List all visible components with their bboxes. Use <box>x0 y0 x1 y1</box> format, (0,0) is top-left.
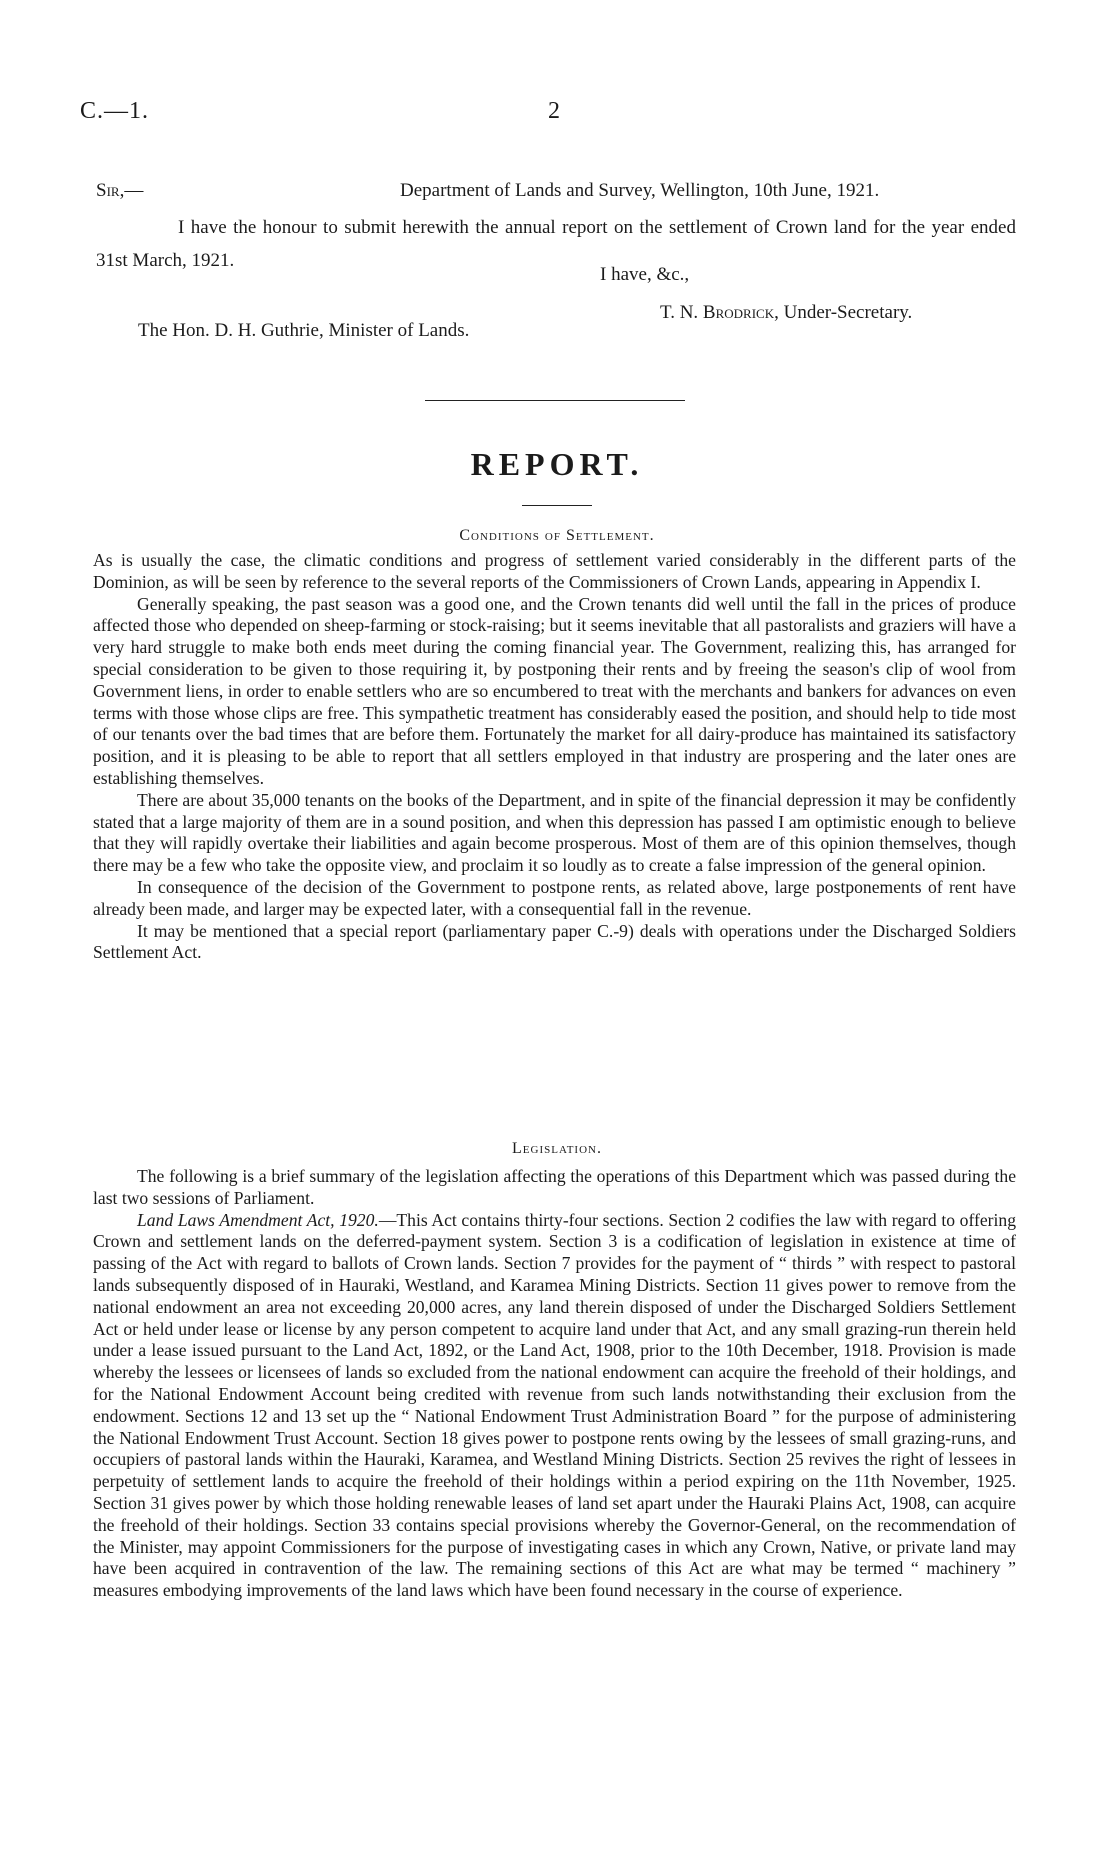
legislation-act-paragraph <box>93 1210 1016 1602</box>
letter-signature <box>660 302 912 324</box>
conditions-heading: Conditions of Settlement. <box>459 527 655 544</box>
conditions-paragraph: In consequence of the decision of the Government to postpone rents, as related above, large postponements of rent have already been made, and larger may be expected later, with a consequential fall in the revenue. <box>93 876 1016 919</box>
legislation-heading: Legislation. <box>512 1140 602 1157</box>
conditions-paragraph: There are about 35,000 tenants on the books of the Department, and in spite of the financial depression it may be confidently stated that a large majority of them are in a sound position, and when this depression has passed I am optimistic enough to believe that they will rapidly overtake their liabilities and again become prosperous. Most of them are of this opinion themselves, though there may be a few who take the opposite view, and proclaim it so loudly as to create a false impression of the general opinion. <box>93 789 1016 876</box>
document-reference: C.—1. <box>80 98 150 124</box>
act-text: —This Act contains thirty-four sections. Section 2 codifies the law with regard to offering Crown and settlement lands on the deferred-payment system. Section 3 is a codification of legislation in existence at time of passing of the Act with regard to ballots of Crown lands. Section 7 provides for the payment of “ thirds ” with respect to pastoral lands subsequently disposed of in Hauraki, Westland, and Karamea Mining Districts. Section 11 gives power to remove from the national endowment an area not exceeding 20,000 acres, any land therein disposed of under the Discharged Soldiers Settlement Act or held under lease or license by any person competent to acquire land under that Act, and any small grazing-run therein held under a lease issued pursuant to the Land Act, 1892, or the Land Act, 1908, prior to the 10th December, 1918. Provision is made whereby the lessees or licensees of lands so excluded from the national endowment can acquire the freehold of their holdings, and for the National Endowment Account being credited with revenue from such lands notwithstanding their exclusion from the endowment. Sections 12 and 13 set up the “ National Endowment Trust Administration Board ” for the purpose of administering the National Endowment Trust Account. Section 18 gives power to postpone rents owing by the lessees of small grazing-runs, and occupiers of pastoral lands within the Hauraki, Karamea, and Westland Mining Districts. Section 25 revives the right of lessees in perpetuity of settlement lands to acquire the freehold of their holdings within a period expiring on the 11th November, 1925. Section 31 gives power by which those holding renewable leases of land set apart under the Hauraki Plains Act, 1908, can acquire the freehold of their holdings. Section 33 contains special provisions whereby the Governor-General, on the recommendation of the Minister, may appoint Commissioners for the purpose of investigating cases in which any Crown, Native, or private land may have been acquired in contravention of the law. The remaining sections of this Act are what may be termed “ machinery ” measures embodying improvements of the land laws which have been found necessary in the course of experience. <box>93 1209 1017 1601</box>
legislation-intro: The following is a brief summary of the legislation affecting the operations of this Department which was passed during the last two sessions of Parliament. <box>93 1166 1016 1208</box>
signatory-name: T. N. Brodrick <box>660 302 775 323</box>
report-title: REPORT. <box>470 446 644 482</box>
act-title: Land Laws Amendment Act, 1920. <box>137 1209 379 1230</box>
section-divider-rule <box>425 400 685 401</box>
page-number: 2 <box>548 98 560 124</box>
conditions-paragraph: It may be mentioned that a special report (parliamentary paper C.-9) deals with operations under the Discharged Soldiers Settlement Act. <box>93 920 1016 963</box>
conditions-paragraph: Generally speaking, the past season was a good one, and the Crown tenants did well until the fall in the prices of produce affected those who depended on sheep-farming or stock-raising; but it seems inevitable that all pastoralists and graziers will have a very hard struggle to make both ends meet during the coming financial year. The Government, realizing this, has arranged for special consideration to be given to those requiring it, by postponing their rents and by freeing the season's clip of wool from Government liens, in order to enable settlers who are so encumbered to treat with the merchants and bankers for advances on even terms with those whose clips are free. This sympathetic treatment has considerably eased the position, and should help to tide most of our tenants over the bad times that are before them. Fortunately the market for all dairy-produce has maintained its satisfactory position, and it is pleasing to be able to report that all settlers employed in that industry are prospering and the later ones are establishing themselves. <box>93 593 1016 788</box>
signatory-title: , Under-Secretary. <box>774 302 913 323</box>
letter-closing: I have, &c., <box>600 264 690 285</box>
letter-dateline: Department of Lands and Survey, Wellington, 10th June, 1921. <box>400 180 880 201</box>
letter-body: I have the honour to submit herewith the annual report on the settlement of Crown land for the year ended 31st March, 1921. <box>96 217 1016 271</box>
letter-salutation: Sir,— <box>96 180 144 201</box>
legislation-section <box>93 1166 1016 1602</box>
letter-addressee: The Hon. D. H. Guthrie, Minister of Lands. <box>138 320 470 341</box>
title-underline-rule <box>522 505 592 506</box>
conditions-paragraph: As is usually the case, the climatic conditions and progress of settlement varied considerably in the different parts of the Dominion, as will be seen by reference to the several reports of the Commissioners of Crown Lands, appearing in Appendix I. <box>93 550 1016 592</box>
conditions-section <box>93 550 1016 964</box>
